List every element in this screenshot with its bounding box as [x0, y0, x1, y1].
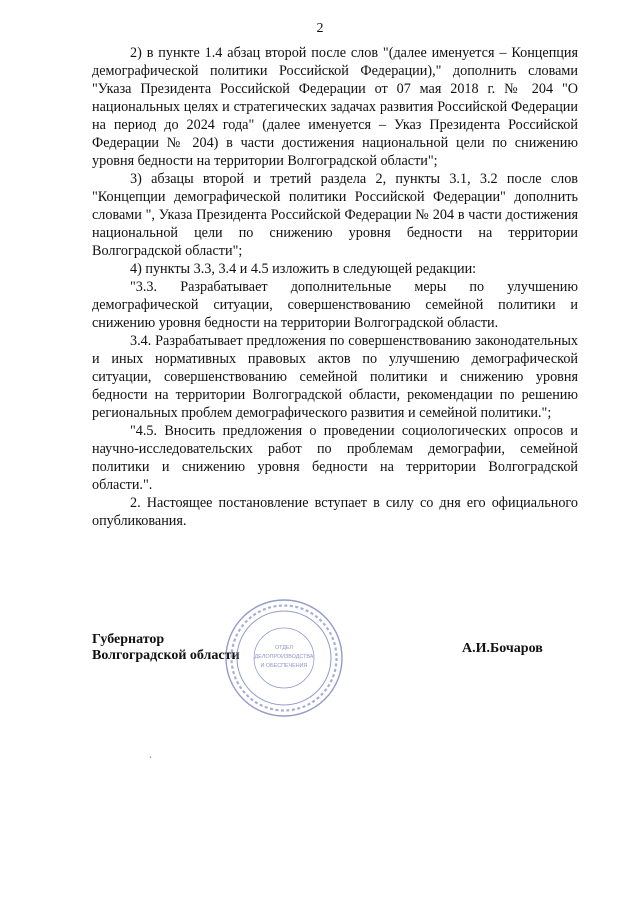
paragraph-item-2: 2) в пункте 1.4 абзац второй после слов "(далее именуется – Концепция демографической политики Российской Федерации)," дополнить словами "Указа Президента Российской Федерации от 07 мая 2018 г. № 204 "О национальных целях и стратегических задачах развития Российской Федерации на период до 2024 года" (далее именуется – Указ Президента Российской Федерации № 204) в части достижения национальной цели по снижению уровня бедности на территории Волгоградской области"; [92, 45, 578, 169]
signatory-name: А.И.Бочаров [462, 641, 543, 656]
official-seal-stamp [222, 596, 346, 720]
paragraph-clause-3-3: "3.3. Разрабатывает дополнительные меры по улучшению демографической ситуации, совершенствованию семейной политики и снижению уровня бедности на территории Волгоградской области. [92, 279, 578, 331]
seal-text-line-3: И ОБЕСПЕЧЕНИЯ [260, 663, 308, 669]
paragraph-clause-4-5: "4.5. Вносить предложения о проведении социологических опросов и научно-исследовательских работ по проблемам демографии, семейной политики и снижению уровня бедности на территории Волгоградской области.". [92, 423, 578, 493]
document-body [92, 44, 578, 530]
seal-text-line-2: ДЕЛОПРОИЗВОДСТВА [254, 654, 314, 660]
paragraph-effective-date: 2. Настоящее постановление вступает в силу со дня его официального опубликования. [92, 495, 578, 529]
signatory-title: Губернатор [92, 632, 165, 647]
paragraph-item-3: 3) абзацы второй и третий раздела 2, пункты 3.1, 3.2 после слов "Концепции демографической политики Российской Федерации" дополнить словами ", Указа Президента Российской Федерации № 204 в части достижения национальной цели по снижению уровня бедности на территории Волгоградской области"; [92, 171, 578, 259]
page-number: 2 [316, 21, 324, 36]
signatory-region: Волгоградской области [92, 648, 240, 663]
signatory-position [92, 632, 240, 664]
paragraph-item-4: 4) пункты 3.3, 3.4 и 4.5 изложить в следующей редакции: [130, 261, 477, 277]
seal-text-line-1: ОТДЕЛ [274, 645, 294, 651]
stray-mark: ` [149, 755, 152, 765]
paragraph-clause-3-4: 3.4. Разрабатывает предложения по совершенствованию законодательных и иных нормативных правовых актов по улучшению демографической ситуации, совершенствованию семейной политики и снижению уровня бедности на территории Волгоградской области, рекомендации по решению региональных проблем демографического развития и семейной политики."; [92, 333, 578, 421]
